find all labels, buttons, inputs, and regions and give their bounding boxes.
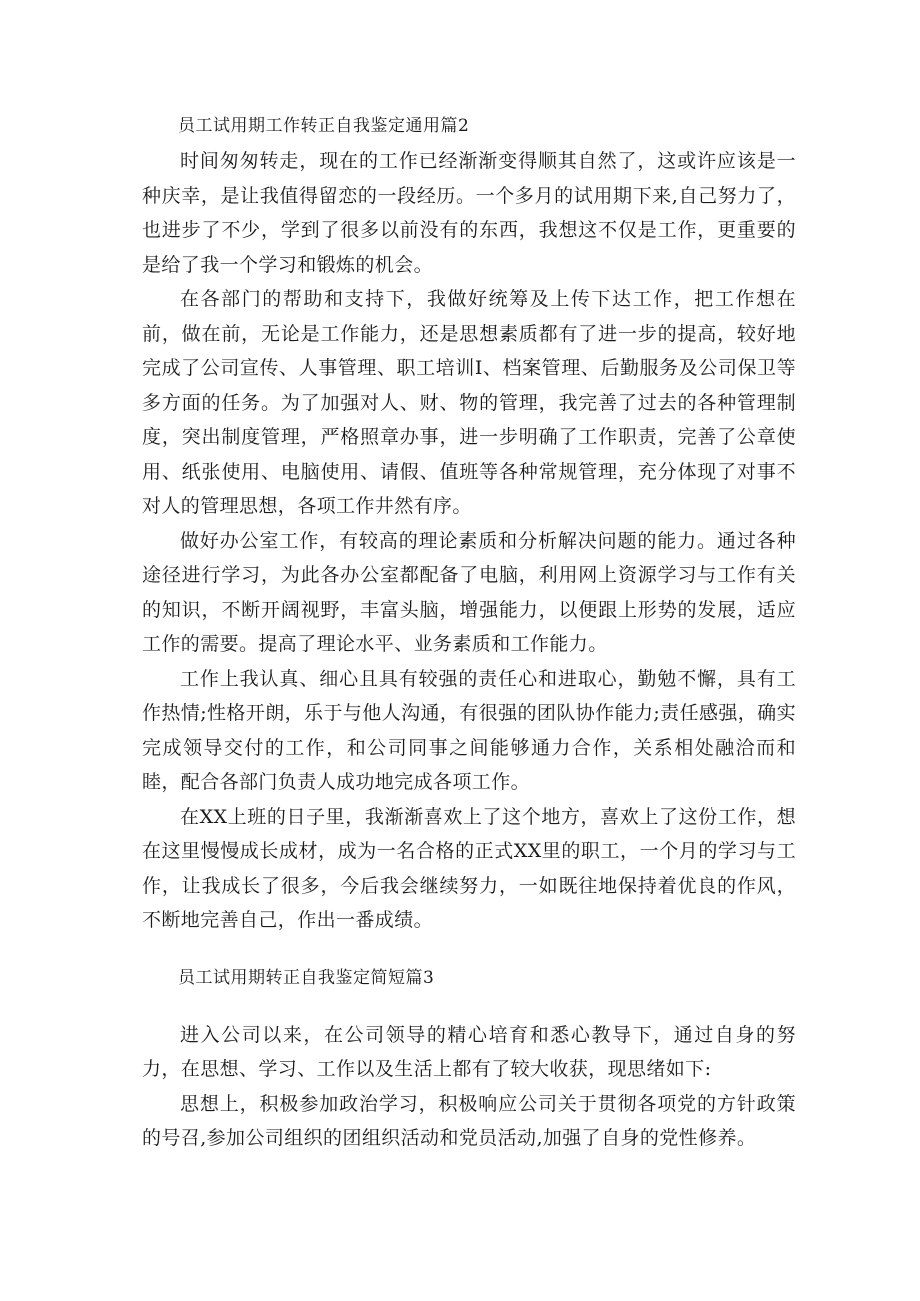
section-title-3: 员工试用期转正自我鉴定简短篇3 [178,967,435,988]
paragraph: 工作上我认真、细心且具有较强的责任心和进取心，勤勉不懈，具有工作热情;性格开朗，乐于与他人沟通，有很强的团队协作能力;责任感强，确实完成领导交付的工作，和公司同事之间能够通力合作，关系相处融洽而和睦，配合各部门负责人成功地完成各项工作。 [142,667,796,793]
document-body [142,108,796,1156]
paragraph: 进入公司以来，在公司领导的精心培育和悉心教导下，通过自身的努力，在思想、学习、工作以及生活上都有了较大收获，现思绪如下: [142,1023,796,1080]
paragraph: 思想上，积极参加政治学习，积极响应公司关于贯彻各项党的方针政策的号召,参加公司组织的团组织活动和党员活动,加强了自身的党性修养。 [142,1092,796,1149]
paragraph: 在各部门的帮助和支持下，我做好统筹及上传下达工作，把工作想在前，做在前，无论是工作能力，还是思想素质都有了进一步的提高，较好地完成了公司宣传、人事管理、职工培训I、档案管理、后勤服务及公司保卫等多方面的任务。为了加强对人、财、物的管理，我完善了过去的各种管理制度，突出制度管理，严格照章办事，进一步明确了工作职责，完善了公章使用、纸张使用、电脑使用、请假、值班等各种常规管理，充分体现了对事不对人的管理思想，各项工作井然有序。 [142,288,796,517]
paragraph: 在XX上班的日子里，我渐渐喜欢上了这个地方，喜欢上了这份工作，想在这里慢慢成长成材，成为一名合格的正式XX里的职工，一个月的学习与工作，让我成长了很多，今后我会继续努力，一如既往地保持着优良的作风，不断地完善自己，作出一番成绩。 [142,805,796,931]
spacer [142,996,796,1018]
paragraph: 做好办公室工作，有较高的理论素质和分析解决问题的能力。通过各种途径进行学习，为此各办公室都配备了电脑，利用网上资源学习与工作有关的知识，不断开阔视野，丰富头脑，增强能力，以便跟上形势的发展，适应工作的需要。提高了理论水平、业务素质和工作能力。 [142,529,796,655]
section-title-2: 员工试用期工作转正自我鉴定通用篇2 [178,116,470,136]
paragraph: 时间匆匆转走，现在的工作已经渐渐变得顺其自然了，这或许应该是一种庆幸，是让我值得留恋的一段经历。一个多月的试用期下来,自己努力了，也进步了不少，学到了很多以前没有的东西，我想这不仅是工作，更重要的是给了我一个学习和锻炼的机会。 [142,150,796,276]
